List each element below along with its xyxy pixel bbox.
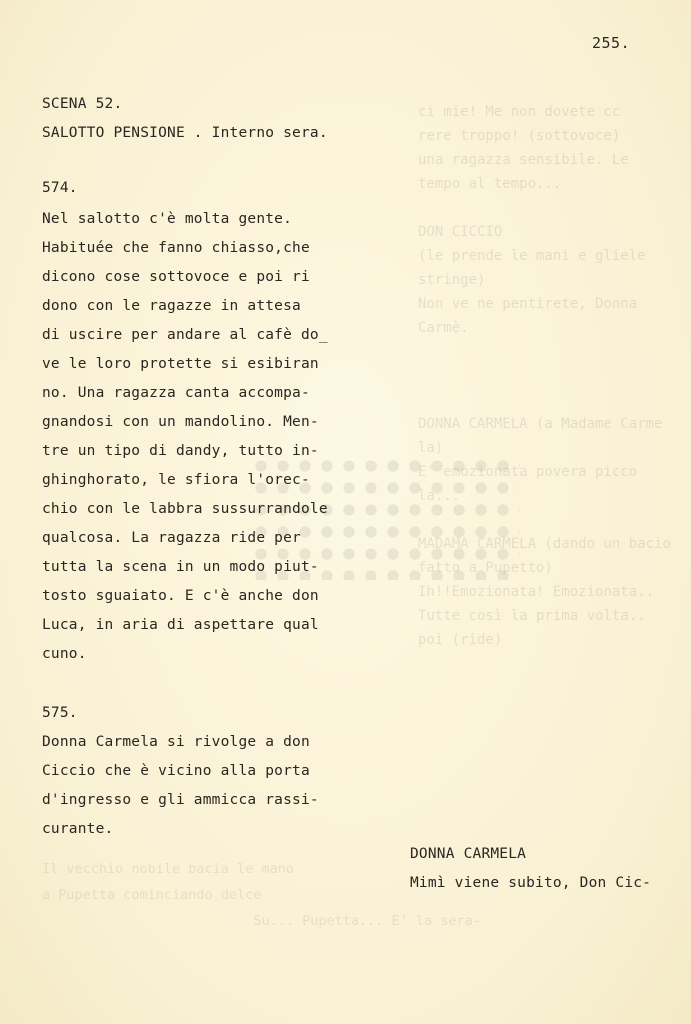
description-line: Ciccio che è vicino alla porta [42, 763, 310, 779]
bleed-through-text-right: ci mie! Me non dovete cc rere troppo! (sottovoce) una ragazza sensibile. Le tempo al tempo... DON CICCIO (le prende le mani e gliele stringe) Non ve ne pentirete, Donna Carmè. DONNA CARMELA (a Madame Carme la) E' emozionata povera picco la... MADAMA CARMELA (dando un bacio fatto a Pupetto) Ih!!Emozionata! Emozionata.. Tutte così la prima volta.. poi (ride) [418, 104, 671, 648]
description-line: curante. [42, 821, 114, 837]
character-name: DONNA CARMELA [410, 846, 527, 862]
description-line: qualcosa. La ragazza ride per [42, 530, 301, 546]
description-line: ve le loro protette si esibiran [42, 356, 319, 372]
description-line: cuno. [42, 646, 87, 662]
bleed-through-text-bottom: Il vecchio nobile bacia le mano a Pupetta cominciando delce Su... Pupetta... E' la sera- [42, 861, 481, 929]
description-line: ghinghorato, le sfiora l'orec- [42, 472, 310, 488]
dialogue-line: Mimì viene subito, Don Cic- [410, 875, 652, 891]
page-number: 255. [592, 34, 631, 52]
description-line: dono con le ragazze in attesa [42, 298, 301, 314]
shot-number-575: 575. [42, 705, 78, 721]
description-line: tutta la scena in un modo piut- [42, 559, 319, 575]
description-line: tre un tipo di dandy, tutto in- [42, 443, 319, 459]
description-line: Luca, in aria di aspettare qual [42, 617, 319, 633]
description-line: Donna Carmela si rivolge a don [42, 734, 310, 750]
shot-number-574: 574. [42, 180, 78, 196]
scene-location: SALOTTO PENSIONE . Interno sera. [42, 125, 328, 141]
description-line: dicono cose sottovoce e poi ri [42, 269, 310, 285]
description-line: di uscire per andare al cafè do_ [42, 327, 328, 343]
description-line: chio con le labbra sussurrandole [42, 501, 328, 517]
description-line: no. Una ragazza canta accompa- [42, 385, 310, 401]
scene-heading: SCENA 52. [42, 96, 123, 112]
description-line: tosto sguaiato. E c'è anche don [42, 588, 319, 604]
description-line: d'ingresso e gli ammicca rassi- [42, 792, 319, 808]
description-line: Habituée che fanno chiasso,che [42, 240, 310, 256]
description-line: gnandosi con un mandolino. Men- [42, 414, 319, 430]
description-line: Nel salotto c'è molta gente. [42, 211, 293, 227]
